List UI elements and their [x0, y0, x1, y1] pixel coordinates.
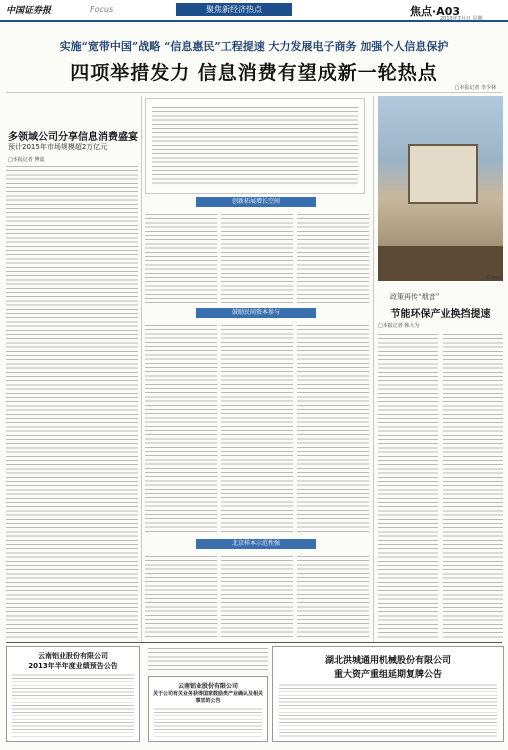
ad-yunnan-aluminum-notice — [148, 676, 268, 742]
photo-detail — [408, 144, 478, 204]
ad-hubei-hongcheng — [272, 646, 504, 742]
smokestack-photo — [378, 96, 503, 281]
right-col-2 — [443, 332, 503, 640]
left-story-byline: □本报记者 傅嘉 — [8, 157, 45, 163]
right-col-1 — [378, 332, 438, 640]
ad-left-company: 云南铝业股份有限公司 — [38, 652, 108, 660]
ad-mid-title: 关于公司有关业务获得国家鼓励类产业确认及相关事宜的公告 — [153, 691, 264, 704]
column-rule — [141, 96, 142, 642]
section-name: 焦点·A03 — [410, 5, 460, 18]
ad-right-body — [279, 683, 497, 737]
topic-banner: 聚焦新经济热点 — [176, 3, 292, 16]
main-headline: 四项举措发力 信息消费有望成新一轮热点 — [70, 62, 438, 84]
body-col-5 — [221, 323, 293, 535]
issue-date: 2013年7月日 星期 — [440, 16, 483, 22]
ad-right-company: 湖北洪城通用机械股份有限公司 — [324, 656, 451, 666]
lead-paragraph — [152, 105, 358, 187]
headline-kicker: 实施“宽带中国”战略 “信息惠民”工程提速 大力发展电子商务 加强个人信息保护 — [59, 40, 449, 53]
body-col-6 — [297, 323, 369, 535]
subhead-beijing: 北京样本示范性强 — [196, 539, 316, 549]
ad-mid-upper-text — [148, 646, 268, 672]
left-story-title: 多领域公司分享信息消费盛宴 — [8, 132, 138, 143]
photo-credit: CFP供图 — [486, 275, 502, 280]
headline-rule — [6, 92, 502, 93]
lead-paragraph-box — [145, 98, 365, 194]
newspaper-logo: 中国证券报 — [6, 6, 52, 16]
right-story-byline: □本报记者 韩大为 — [378, 323, 420, 329]
photo-ground — [378, 246, 503, 281]
subhead-private-capital: 鼓励民间资本参与 — [196, 308, 316, 318]
ad-yunnan-aluminum-forecast — [6, 646, 140, 742]
masthead — [0, 0, 508, 22]
body-col-4 — [145, 323, 217, 535]
ad-mid-body — [154, 707, 262, 739]
ad-mid-company: 云南铝业股份有限公司 — [177, 683, 238, 690]
column-rule-right — [373, 96, 374, 642]
left-story-subtitle: 预计2015年市场规模超2万亿元 — [8, 143, 108, 151]
body-col-7 — [145, 554, 217, 640]
focus-label: Focus — [90, 5, 114, 14]
ad-left-title: 2013年半年度业绩预告公告 — [28, 662, 118, 670]
main-byline: □本报记者 李少林 — [454, 85, 496, 91]
subhead-innovation: 创新拓展增长空间 — [196, 197, 316, 207]
ad-divider — [6, 642, 502, 643]
body-col-2 — [221, 212, 293, 304]
body-col-9 — [297, 554, 369, 640]
left-story-body — [6, 164, 138, 640]
body-col-1 — [145, 212, 217, 304]
right-story-title: 节能环保产业换挡提速 — [390, 309, 491, 320]
body-col-8 — [221, 554, 293, 640]
ad-right-title: 重大资产重组延期复牌公告 — [333, 670, 442, 680]
body-col-3 — [297, 212, 369, 304]
ad-left-body — [12, 673, 134, 737]
right-story-kicker: 政策再传“烟音” — [390, 293, 440, 301]
